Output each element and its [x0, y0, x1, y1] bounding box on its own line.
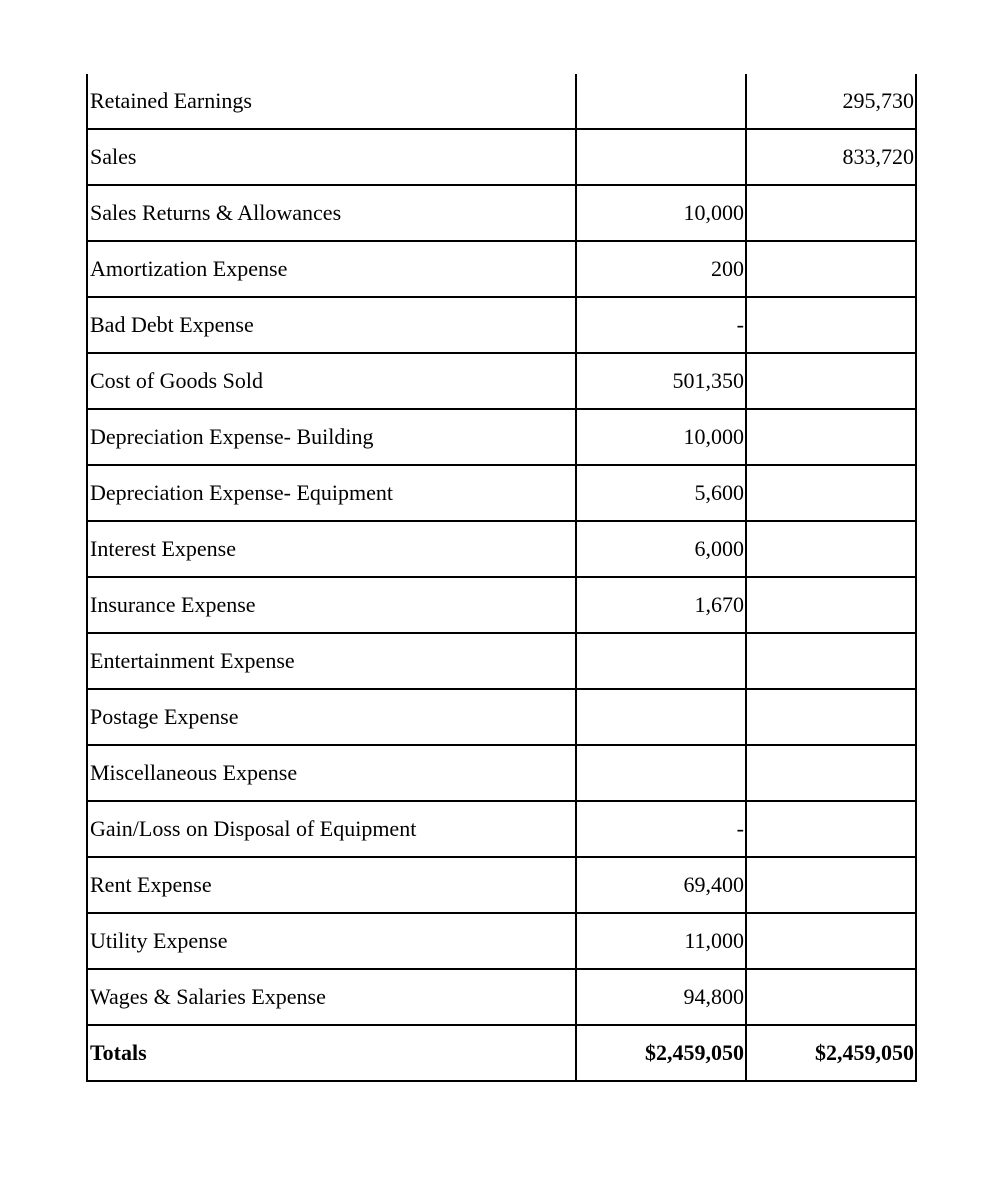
- credit-cell: [746, 801, 916, 857]
- account-name-cell: Miscellaneous Expense: [87, 745, 576, 801]
- debit-cell: [576, 74, 746, 129]
- debit-cell: 10,000: [576, 409, 746, 465]
- trial-balance-table: [86, 74, 917, 1082]
- credit-cell: [746, 577, 916, 633]
- account-name-cell: Retained Earnings: [87, 74, 576, 129]
- table-row: [87, 857, 916, 913]
- table-row: [87, 241, 916, 297]
- account-name-cell: Insurance Expense: [87, 577, 576, 633]
- account-name-cell: Postage Expense: [87, 689, 576, 745]
- credit-total: $2,459,050: [746, 1025, 916, 1081]
- table-row: [87, 633, 916, 689]
- debit-cell: [576, 689, 746, 745]
- credit-cell: [746, 353, 916, 409]
- account-name-cell: Depreciation Expense- Building: [87, 409, 576, 465]
- debit-cell: -: [576, 297, 746, 353]
- debit-cell: 94,800: [576, 969, 746, 1025]
- debit-total: $2,459,050: [576, 1025, 746, 1081]
- debit-cell: 11,000: [576, 913, 746, 969]
- credit-cell: 295,730: [746, 74, 916, 129]
- account-name-cell: Bad Debt Expense: [87, 297, 576, 353]
- credit-cell: [746, 633, 916, 689]
- account-name-cell: Gain/Loss on Disposal of Equipment: [87, 801, 576, 857]
- debit-cell: 10,000: [576, 185, 746, 241]
- account-name-cell: Wages & Salaries Expense: [87, 969, 576, 1025]
- account-name-cell: Utility Expense: [87, 913, 576, 969]
- table-row: [87, 185, 916, 241]
- credit-cell: [746, 521, 916, 577]
- table-row: [87, 801, 916, 857]
- table-row: [87, 969, 916, 1025]
- table-row: [87, 689, 916, 745]
- credit-cell: 833,720: [746, 129, 916, 185]
- credit-cell: [746, 465, 916, 521]
- debit-cell: 501,350: [576, 353, 746, 409]
- table-row: [87, 577, 916, 633]
- table-row: [87, 353, 916, 409]
- table-row: [87, 129, 916, 185]
- account-name-cell: Rent Expense: [87, 857, 576, 913]
- totals-label: Totals: [87, 1025, 576, 1081]
- credit-cell: [746, 857, 916, 913]
- table-row: [87, 409, 916, 465]
- credit-cell: [746, 241, 916, 297]
- credit-cell: [746, 185, 916, 241]
- table-row: [87, 297, 916, 353]
- credit-cell: [746, 913, 916, 969]
- account-name-cell: Sales: [87, 129, 576, 185]
- credit-cell: [746, 745, 916, 801]
- debit-cell: 5,600: [576, 465, 746, 521]
- table-row: [87, 521, 916, 577]
- debit-cell: 1,670: [576, 577, 746, 633]
- debit-cell: -: [576, 801, 746, 857]
- table-row: [87, 745, 916, 801]
- credit-cell: [746, 689, 916, 745]
- totals-row: [87, 1025, 916, 1081]
- account-name-cell: Cost of Goods Sold: [87, 353, 576, 409]
- table-row: [87, 465, 916, 521]
- debit-cell: [576, 745, 746, 801]
- credit-cell: [746, 969, 916, 1025]
- debit-cell: 200: [576, 241, 746, 297]
- account-name-cell: Sales Returns & Allowances: [87, 185, 576, 241]
- debit-cell: [576, 633, 746, 689]
- table-row: [87, 913, 916, 969]
- debit-cell: 6,000: [576, 521, 746, 577]
- account-name-cell: Depreciation Expense- Equipment: [87, 465, 576, 521]
- account-name-cell: Amortization Expense: [87, 241, 576, 297]
- account-name-cell: Entertainment Expense: [87, 633, 576, 689]
- debit-cell: 69,400: [576, 857, 746, 913]
- credit-cell: [746, 409, 916, 465]
- table-row: [87, 74, 916, 129]
- account-name-cell: Interest Expense: [87, 521, 576, 577]
- debit-cell: [576, 129, 746, 185]
- credit-cell: [746, 297, 916, 353]
